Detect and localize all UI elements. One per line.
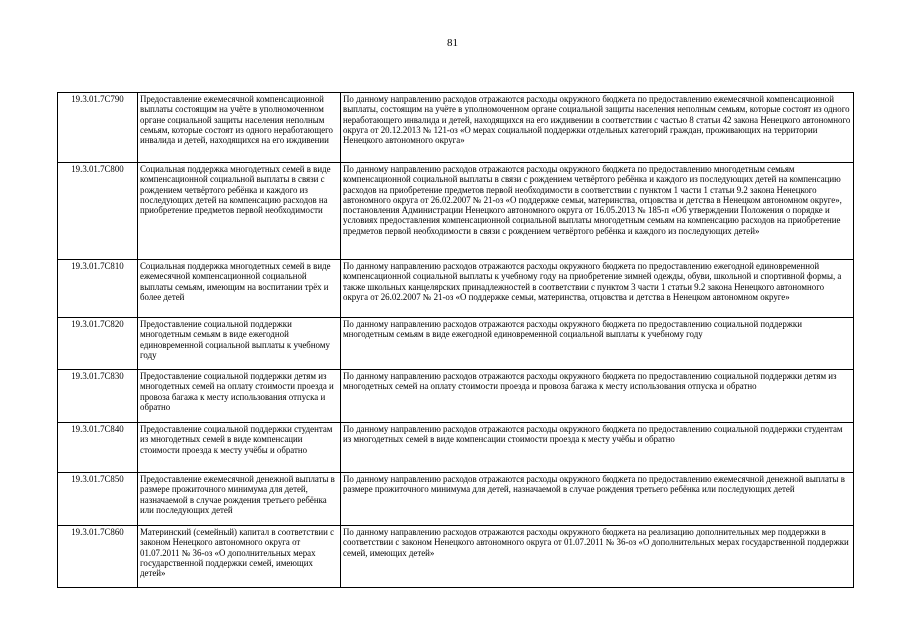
name-cell: Предоставление социальной поддержки студентам из многодетных семей в виде компенсации стоимости проезда к месту учёбы и обратно [138,423,341,473]
name-cell: Предоставление ежемесячной компенсационной выплаты состоящим на учёте в уполномоченном органе социальной защиты населения неполным семьям, которые состоят из одного неработающего инвалида и детей, находящихся на его иждивении [138,93,341,163]
description-cell: По данному направлению расходов отражаются расходы окружного бюджета по предоставлению ежегодной единовременной компенсационной социальной выплаты к учебному году на приобретение зимней одежды, обуви, школьной и спортивной формы, а также школьных канцелярских принадлежностей в соответствии с пунктом 3 части 1 статьи 9.2 закона Ненецкого автономного округа от 26.02.2007 № 21-оз «О поддержке семьи, материнства, отцовства и детства в Ненецком автономном округе» [341,260,854,318]
name-cell: Предоставление ежемесячной денежной выплаты в размере прожиточного минимума для детей, назначаемой в случае рождения третьего ребёнка или последующих детей [138,473,341,526]
name-cell: Предоставление социальной поддержки многодетным семьям в виде ежегодной единовременной социальной выплаты к учебному году [138,318,341,370]
name-cell: Предоставление социальной поддержки детям из многодетных семей на оплату стоимости проезда и провоза багажа к месту использования отпуска и обратно [138,370,341,423]
code-cell: 19.3.01.7С840 [58,423,138,473]
table-row [58,423,854,473]
code-cell: 19.3.01.7С820 [58,318,138,370]
code-cell: 19.3.01.7С850 [58,473,138,526]
description-cell: По данному направлению расходов отражаются расходы окружного бюджета по предоставлению ежемесячной компенсационной выплаты, состоящим на учёте в уполномоченном органе социальной защиты населения неполным семьям, которые состоят из одного неработающего инвалида и детей, находящихся на его иждивении в соответствии с частью 8 статьи 42 закона Ненецкого автономного округа от 20.12.2013 № 121-оз «О мерах социальной поддержки отдельных категорий граждан, проживающих на территории Ненецкого автономного округа» [341,93,854,163]
description-cell: По данному направлению расходов отражаются расходы окружного бюджета по предоставлению социальной поддержки многодетным семьям в виде ежегодной единовременной социальной выплаты к учебному году [341,318,854,370]
code-cell: 19.3.01.7С790 [58,93,138,163]
code-cell: 19.3.01.7С810 [58,260,138,318]
table-row [58,526,854,588]
code-cell: 19.3.01.7С860 [58,526,138,588]
name-cell: Социальная поддержка многодетных семей в виде компенсационной социальной выплаты в связи с рождением четвёртого ребёнка и каждого из последующих детей на компенсацию расходов на приобретение предметов первой необходимости [138,163,341,260]
description-cell: По данному направлению расходов отражаются расходы окружного бюджета на реализацию дополнительных мер поддержки в соответствии с законом Ненецкого автономного округа от 01.07.2011 № 36-оз «О дополнительных мерах государственной поддержки семей, имеющих детей» [341,526,854,588]
description-cell: По данному направлению расходов отражаются расходы окружного бюджета по предоставлению ежемесячной денежной выплаты в размере прожиточного минимума для детей, назначаемой в случае рождения третьего ребёнка или последующих детей [341,473,854,526]
table-row [58,93,854,163]
code-cell: 19.3.01.7С800 [58,163,138,260]
description-cell: По данному направлению расходов отражаются расходы окружного бюджета по предоставлению социальной поддержки детям из многодетных семей на оплату стоимости проезда и провоза багажа к месту использования отпуска и обратно [341,370,854,423]
expenditure-table [57,92,854,588]
table-row [58,370,854,423]
page-number: 81 [447,37,458,49]
table-row [58,260,854,318]
name-cell: Социальная поддержка многодетных семей в виде ежемесячной компенсационной социальной выплаты семьям, имеющим на воспитании трёх и более детей [138,260,341,318]
code-cell: 19.3.01.7С830 [58,370,138,423]
description-cell: По данному направлению расходов отражаются расходы окружного бюджета по предоставлению многодетным семьям компенсационной социальной выплаты в связи с рождением четвёртого ребёнка и каждого из последующих детей на компенсацию расходов на приобретение предметов первой необходимости в соответствии с пунктом 1 части 1 статьи 9.2 закона Ненецкого автономного округа от 26.02.2007 № 21-оз «О поддержке семьи, материнства, отцовства и детства в Ненецком автономном округе», постановления Администрации Ненецкого автономного округа от 16.05.2013 № 185-п «Об утверждении Положения о порядке и условиях предоставления компенсационной социальной выплаты многодетным семьям на компенсацию расходов на приобретение предметов первой необходимости в связи с рождением четвёртого ребёнка и каждого из последующих детей» [341,163,854,260]
table-row [58,473,854,526]
name-cell: Материнский (семейный) капитал в соответствии с законом Ненецкого автономного округа от 01.07.2011 № 36-оз «О дополнительных мерах государственной поддержки семей, имеющих детей» [138,526,341,588]
table-row [58,163,854,260]
description-cell: По данному направлению расходов отражаются расходы окружного бюджета по предоставлению социальной поддержки студентам из многодетных семей в виде компенсации стоимости проезда к месту учёбы и обратно [341,423,854,473]
table-row [58,318,854,370]
